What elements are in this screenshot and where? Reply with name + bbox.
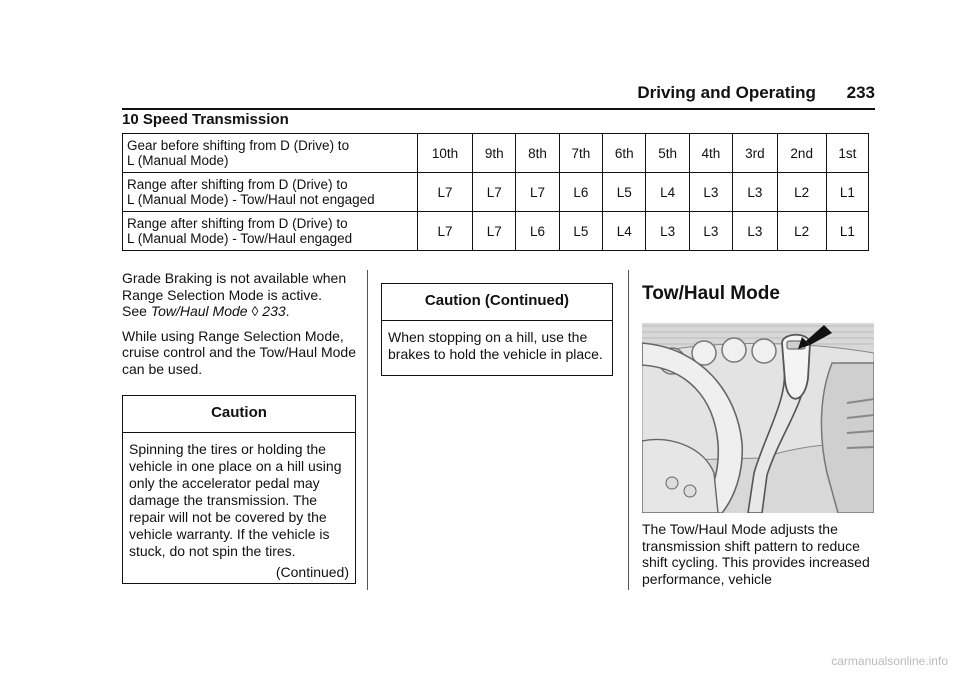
table-row: [123, 212, 869, 251]
gear-cell: 10th: [418, 134, 473, 173]
watermark: carmanualsonline.info: [831, 654, 948, 668]
gear-cell: 7th: [559, 134, 602, 173]
right-column: [642, 283, 874, 595]
gear-cell: L3: [689, 212, 732, 251]
caution-continued-body: When stopping on a hill, use the brakes to hold the vehicle in place.: [388, 328, 603, 362]
caution-title: Caution: [123, 396, 355, 433]
gear-cell: L4: [603, 212, 646, 251]
gear-cell: L7: [473, 173, 516, 212]
transmission-table: [122, 133, 869, 251]
gear-cell: L5: [559, 212, 602, 251]
gear-cell: 4th: [689, 134, 732, 173]
table-row: [123, 173, 869, 212]
middle-column: [381, 283, 613, 376]
table-title: 10 Speed Transmission: [122, 111, 289, 128]
page-ref-number[interactable]: 233: [262, 303, 286, 319]
caution-body: Spinning the tires or holding the vehicle in one place on a hill using only the accelerator pedal may damage the transmission. The repair will not be covered by the vehicle warranty. If the vehicle is stuck, do not spin the tires.: [129, 440, 342, 559]
running-header: [637, 83, 875, 103]
gear-cell: L7: [418, 173, 473, 212]
gear-cell: 8th: [516, 134, 559, 173]
gear-cell: 6th: [603, 134, 646, 173]
gear-cell: L7: [516, 173, 559, 212]
caution-continued-title: Caution (Continued): [382, 284, 612, 321]
tow-haul-reference-link[interactable]: Tow/Haul Mode: [150, 303, 248, 319]
caution-continued-box: [381, 283, 613, 376]
gear-cell: L6: [559, 173, 602, 212]
grade-braking-paragraph: Grade Braking is not available when Range Selection Mode is active. See Tow/Haul Mode ◊ 233.: [122, 270, 347, 319]
table-row: [123, 134, 869, 173]
gear-cell: 3rd: [733, 134, 777, 173]
gear-cell: L1: [826, 173, 868, 212]
gear-cell: L5: [603, 173, 646, 212]
row-label: Range after shifting from D (Drive) to L (Manual Mode) - Tow/Haul engaged: [123, 212, 418, 251]
gear-cell: L1: [826, 212, 868, 251]
row-label: Range after shifting from D (Drive) to L (Manual Mode) - Tow/Haul not engaged: [123, 173, 418, 212]
tow-haul-description: The Tow/Haul Mode adjusts the transmission shift pattern to reduce shift cycling. This provides increased performance, vehicle: [642, 521, 870, 587]
caution-box: [122, 395, 356, 584]
section-heading: Tow/Haul Mode: [642, 283, 780, 304]
page-number: 233: [846, 83, 875, 102]
gear-cell: L3: [689, 173, 732, 212]
gear-cell: 1st: [826, 134, 868, 173]
page-ref-arrow-icon: ◊: [251, 303, 259, 319]
continued-label: (Continued): [275, 563, 349, 580]
gear-cell: L6: [516, 212, 559, 251]
gear-cell: L3: [733, 173, 777, 212]
gear-cell: L2: [777, 212, 826, 251]
gear-cell: L7: [473, 212, 516, 251]
row-label: Gear before shifting from D (Drive) to L (Manual Mode): [123, 134, 418, 173]
gear-cell: L7: [418, 212, 473, 251]
gear-cell: L4: [646, 173, 689, 212]
shift-lever-tow-haul-button-illustration: [642, 323, 874, 513]
gear-cell: L3: [733, 212, 777, 251]
gear-cell: L3: [646, 212, 689, 251]
header-rule: [122, 108, 875, 110]
gear-cell: L2: [777, 173, 826, 212]
column-divider: [628, 270, 629, 590]
gear-cell: 2nd: [777, 134, 826, 173]
left-column: [122, 270, 356, 584]
gear-cell: 5th: [646, 134, 689, 173]
range-selection-paragraph: While using Range Selection Mode, cruise control and the Tow/Haul Mode can be used.: [122, 327, 356, 377]
gear-cell: 9th: [473, 134, 516, 173]
section-title: Driving and Operating: [637, 83, 816, 102]
column-divider: [367, 270, 368, 590]
